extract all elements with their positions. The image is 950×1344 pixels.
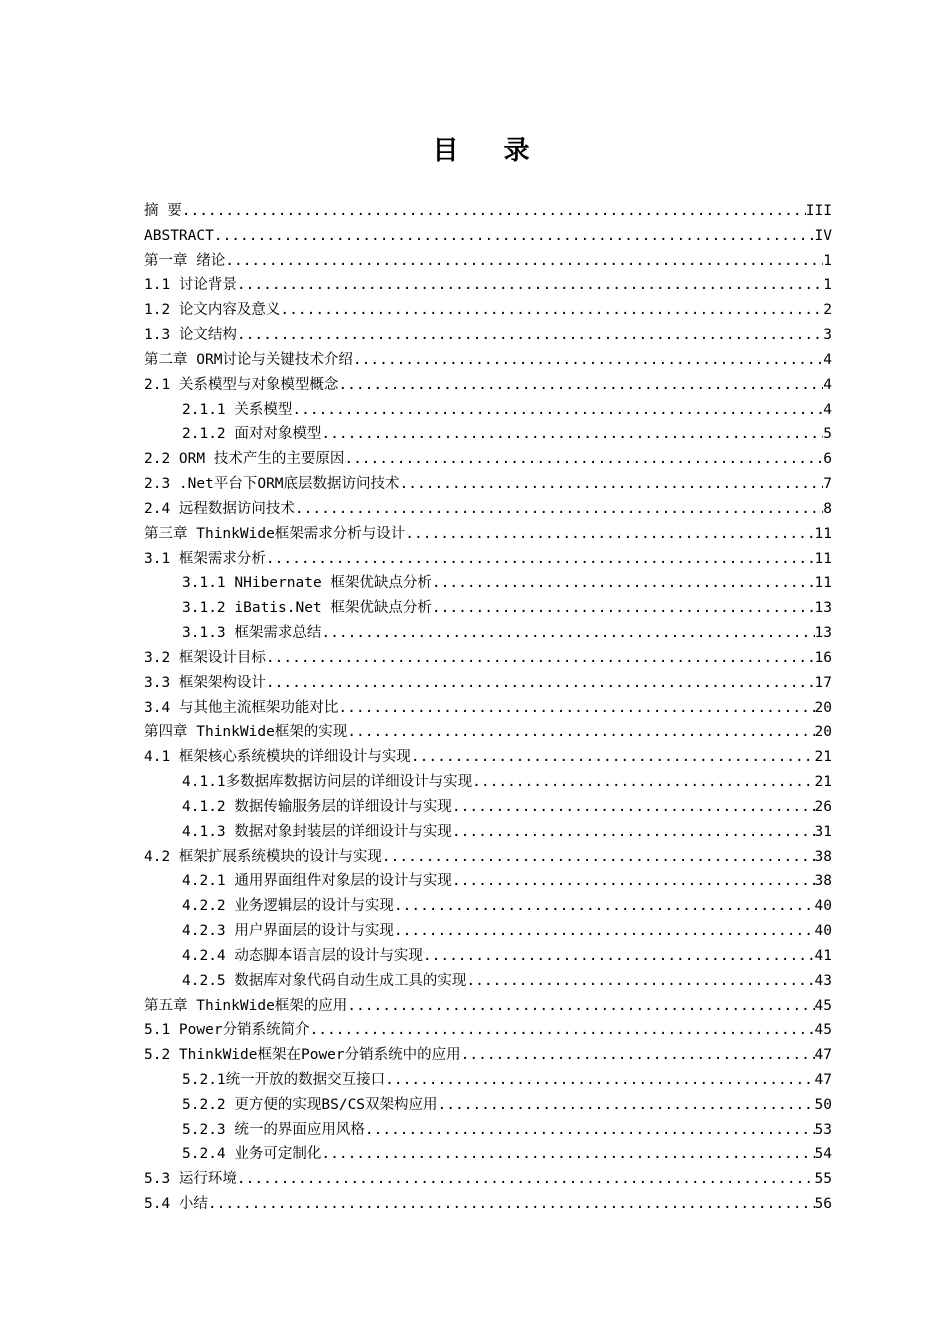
toc-entry-label: 第三章 ThinkWide框架需求分析与设计 bbox=[144, 525, 406, 542]
toc-entry[interactable] bbox=[144, 447, 832, 472]
toc-entry-label: 3.1.3 框架需求总结 bbox=[182, 625, 322, 642]
toc-entry-label: 1.3 论文结构 bbox=[144, 327, 237, 344]
dot-leader bbox=[394, 894, 815, 919]
dot-leader bbox=[266, 646, 815, 671]
toc-entry[interactable] bbox=[144, 373, 832, 398]
dot-leader bbox=[472, 770, 814, 795]
toc-entry[interactable] bbox=[144, 869, 832, 894]
toc-entry[interactable] bbox=[144, 547, 832, 572]
dot-leader bbox=[353, 348, 823, 373]
toc-entry-label: 第二章 ORM讨论与关键技术介绍 bbox=[144, 351, 353, 368]
toc-entry-page-number: 4 bbox=[823, 351, 832, 368]
dot-leader bbox=[432, 596, 815, 621]
dot-leader bbox=[338, 373, 823, 398]
toc-entry-label: 4.1.2 数据传输服务层的详细设计与实现 bbox=[182, 798, 452, 815]
dot-leader bbox=[280, 298, 823, 323]
toc-entry-page-number: 31 bbox=[814, 823, 832, 840]
dot-leader bbox=[452, 869, 815, 894]
toc-entry[interactable] bbox=[144, 596, 832, 621]
toc-entry-page-number: 53 bbox=[814, 1121, 832, 1138]
toc-entry-label: 3.2 框架设计目标 bbox=[144, 649, 266, 666]
toc-entry-label: 摘 要 bbox=[144, 203, 182, 219]
dot-leader bbox=[208, 1192, 815, 1217]
toc-entry[interactable] bbox=[144, 969, 832, 994]
dot-leader bbox=[385, 1068, 814, 1093]
toc-entry[interactable] bbox=[144, 696, 832, 721]
toc-entry-page-number: 40 bbox=[814, 898, 832, 915]
toc-entry-page-number: 45 bbox=[814, 997, 832, 1014]
toc-entry-page-number: 54 bbox=[814, 1146, 832, 1163]
toc-entry[interactable] bbox=[144, 646, 832, 671]
toc-entry-page-number: 47 bbox=[814, 1071, 832, 1088]
toc-entry-label: 3.1.1 NHibernate 框架优缺点分析 bbox=[182, 575, 432, 592]
toc-entry[interactable] bbox=[144, 621, 832, 646]
toc-entry-page-number: 11 bbox=[814, 550, 832, 567]
toc-entry-label: 第四章 ThinkWide框架的实现 bbox=[144, 724, 348, 741]
toc-entry[interactable] bbox=[144, 1118, 832, 1143]
dot-leader bbox=[347, 994, 814, 1019]
dot-leader bbox=[405, 522, 814, 547]
toc-entry-label: 4.2.5 数据库对象代码自动生成工具的实现 bbox=[182, 972, 467, 989]
toc-entry[interactable] bbox=[144, 1142, 832, 1167]
toc-entry-label: 1.1 讨论背景 bbox=[144, 277, 237, 294]
toc-entry-label: 3.3 框架架构设计 bbox=[144, 674, 266, 691]
toc-entry[interactable] bbox=[144, 199, 832, 224]
page-title: 目 录 bbox=[432, 136, 548, 166]
toc-entry-page-number: 1 bbox=[823, 252, 832, 269]
toc-entry[interactable] bbox=[144, 273, 832, 298]
toc-entry[interactable] bbox=[144, 323, 832, 348]
toc-entry-label: 2.2 ORM 技术产生的主要原因 bbox=[144, 451, 345, 468]
toc-entry[interactable] bbox=[144, 224, 832, 249]
toc-entry-label: 2.1 关系模型与对象模型概念 bbox=[144, 376, 339, 393]
toc-entry-page-number: 13 bbox=[814, 600, 832, 617]
toc-entry-page-number: 7 bbox=[823, 476, 832, 493]
toc-entry[interactable] bbox=[144, 944, 832, 969]
toc-entry-label: 3.1 框架需求分析 bbox=[144, 550, 266, 567]
toc-entry-page-number: 40 bbox=[814, 923, 832, 940]
toc-entry[interactable] bbox=[144, 422, 832, 447]
dot-leader bbox=[461, 1043, 815, 1068]
toc-entry-page-number: 4 bbox=[823, 401, 832, 418]
toc-entry-page-number: 1 bbox=[823, 277, 832, 294]
toc-entry-page-number: 45 bbox=[814, 1022, 832, 1039]
toc-entry-page-number: 6 bbox=[823, 451, 832, 468]
table-of-contents bbox=[144, 199, 832, 1217]
toc-entry-page-number: 20 bbox=[814, 699, 832, 716]
dot-leader bbox=[321, 1142, 814, 1167]
toc-entry-label: 2.1.1 关系模型 bbox=[182, 401, 293, 418]
toc-entry-label: 2.3 .Net平台下ORM底层数据访问技术 bbox=[144, 476, 400, 493]
toc-entry[interactable] bbox=[144, 671, 832, 696]
toc-entry[interactable] bbox=[144, 770, 832, 795]
toc-entry-page-number: 3 bbox=[823, 327, 832, 344]
toc-entry-label: 4.1 框架核心系统模块的详细设计与实现 bbox=[144, 749, 411, 766]
toc-entry-label: 5.2 ThinkWide框架在Power分销系统中的应用 bbox=[144, 1047, 461, 1064]
toc-entry-page-number: 56 bbox=[814, 1196, 832, 1213]
toc-entry-label: 3.4 与其他主流框架功能对比 bbox=[144, 699, 339, 716]
toc-entry-page-number: 50 bbox=[814, 1096, 832, 1113]
dot-leader bbox=[321, 621, 814, 646]
toc-entry-label: 2.4 远程数据访问技术 bbox=[144, 500, 295, 517]
toc-entry[interactable] bbox=[144, 522, 832, 547]
toc-entry-label: 5.4 小结 bbox=[144, 1196, 208, 1213]
toc-entry-page-number: IV bbox=[814, 227, 832, 244]
toc-entry[interactable] bbox=[144, 1018, 832, 1043]
dot-leader bbox=[237, 323, 823, 348]
dot-leader bbox=[347, 720, 814, 745]
dot-leader bbox=[452, 795, 815, 820]
dot-leader bbox=[266, 547, 815, 572]
toc-entry-label: 3.1.2 iBatis.Net 框架优缺点分析 bbox=[182, 600, 432, 617]
toc-entry-label: ABSTRACT bbox=[144, 227, 214, 244]
toc-entry[interactable] bbox=[144, 820, 832, 845]
toc-entry-page-number: 17 bbox=[814, 674, 832, 691]
toc-entry[interactable] bbox=[144, 1192, 832, 1217]
toc-entry[interactable] bbox=[144, 919, 832, 944]
toc-entry-label: 1.2 论文内容及意义 bbox=[144, 302, 281, 319]
dot-leader bbox=[292, 398, 823, 423]
dot-leader bbox=[411, 745, 815, 770]
toc-entry-page-number: 38 bbox=[814, 848, 832, 865]
toc-entry-label: 第一章 绪论 bbox=[144, 252, 226, 269]
toc-entry[interactable] bbox=[144, 845, 832, 870]
dot-leader bbox=[214, 224, 815, 249]
dot-leader bbox=[365, 1118, 815, 1143]
toc-entry-page-number: 8 bbox=[823, 500, 832, 517]
dot-leader bbox=[237, 1167, 815, 1192]
toc-entry[interactable] bbox=[144, 472, 832, 497]
toc-entry-label: 5.2.4 业务可定制化 bbox=[182, 1146, 322, 1163]
toc-entry-page-number: 21 bbox=[814, 774, 832, 791]
toc-entry-page-number: 11 bbox=[814, 575, 832, 592]
toc-entry[interactable] bbox=[144, 795, 832, 820]
toc-entry[interactable] bbox=[144, 497, 832, 522]
dot-leader bbox=[295, 497, 823, 522]
toc-entry-label: 4.2.3 用户界面层的设计与实现 bbox=[182, 923, 394, 940]
toc-entry-page-number: 4 bbox=[823, 376, 832, 393]
toc-entry-page-number: 43 bbox=[814, 972, 832, 989]
dot-leader bbox=[394, 919, 815, 944]
toc-entry-label: 4.2 框架扩展系统模块的设计与实现 bbox=[144, 848, 382, 865]
dot-leader bbox=[382, 845, 815, 870]
toc-entry[interactable] bbox=[144, 571, 832, 596]
toc-entry-page-number: 11 bbox=[814, 525, 832, 542]
toc-entry-page-number: 13 bbox=[814, 625, 832, 642]
toc-entry[interactable] bbox=[144, 249, 832, 274]
dot-leader bbox=[182, 199, 806, 224]
toc-entry-label: 5.1 Power分销系统简介 bbox=[144, 1022, 310, 1039]
toc-entry[interactable] bbox=[144, 745, 832, 770]
toc-entry[interactable] bbox=[144, 1093, 832, 1118]
toc-entry-page-number: III bbox=[805, 203, 832, 219]
dot-leader bbox=[432, 571, 815, 596]
toc-entry[interactable] bbox=[144, 1043, 832, 1068]
dot-leader bbox=[266, 671, 815, 696]
toc-entry-page-number: 5 bbox=[823, 426, 832, 443]
toc-entry-label: 2.1.2 面对对象模型 bbox=[182, 426, 322, 443]
dot-leader bbox=[310, 1018, 815, 1043]
toc-entry-label: 4.1.3 数据对象封装层的详细设计与实现 bbox=[182, 823, 452, 840]
dot-leader bbox=[237, 273, 823, 298]
toc-entry-page-number: 38 bbox=[814, 873, 832, 890]
toc-entry-page-number: 21 bbox=[814, 749, 832, 766]
toc-entry-page-number: 47 bbox=[814, 1047, 832, 1064]
toc-entry-page-number: 55 bbox=[814, 1171, 832, 1188]
toc-entry-label: 4.2.1 通用界面组件对象层的设计与实现 bbox=[182, 873, 452, 890]
toc-entry[interactable] bbox=[144, 894, 832, 919]
toc-entry-label: 5.2.3 统一的界面应用风格 bbox=[182, 1121, 365, 1138]
toc-entry-page-number: 16 bbox=[814, 649, 832, 666]
toc-entry-label: 4.2.2 业务逻辑层的设计与实现 bbox=[182, 898, 394, 915]
toc-entry-label: 5.2.2 更方便的实现BS/CS双架构应用 bbox=[182, 1096, 438, 1113]
toc-entry[interactable] bbox=[144, 1068, 832, 1093]
toc-entry-label: 5.3 运行环境 bbox=[144, 1171, 237, 1188]
toc-entry[interactable] bbox=[144, 720, 832, 745]
dot-leader bbox=[423, 944, 815, 969]
dot-leader bbox=[466, 969, 814, 994]
toc-entry-page-number: 26 bbox=[814, 798, 832, 815]
dot-leader bbox=[400, 472, 824, 497]
toc-entry[interactable] bbox=[144, 994, 832, 1019]
toc-entry-label: 第五章 ThinkWide框架的应用 bbox=[144, 997, 348, 1014]
dot-leader bbox=[438, 1093, 815, 1118]
toc-entry-label: 4.1.1多数据库数据访问层的详细设计与实现 bbox=[182, 774, 473, 791]
toc-entry[interactable] bbox=[144, 298, 832, 323]
toc-entry-page-number: 20 bbox=[814, 724, 832, 741]
toc-entry[interactable] bbox=[144, 1167, 832, 1192]
dot-leader bbox=[338, 696, 814, 721]
dot-leader bbox=[452, 820, 815, 845]
dot-leader bbox=[225, 249, 823, 274]
toc-entry-page-number: 2 bbox=[823, 302, 832, 319]
dot-leader bbox=[344, 447, 823, 472]
toc-entry[interactable] bbox=[144, 398, 832, 423]
dot-leader bbox=[321, 422, 823, 447]
toc-entry-page-number: 41 bbox=[814, 947, 832, 964]
toc-entry[interactable] bbox=[144, 348, 832, 373]
toc-entry-label: 4.2.4 动态脚本语言层的设计与实现 bbox=[182, 947, 423, 964]
toc-entry-label: 5.2.1统一开放的数据交互接口 bbox=[182, 1071, 386, 1088]
